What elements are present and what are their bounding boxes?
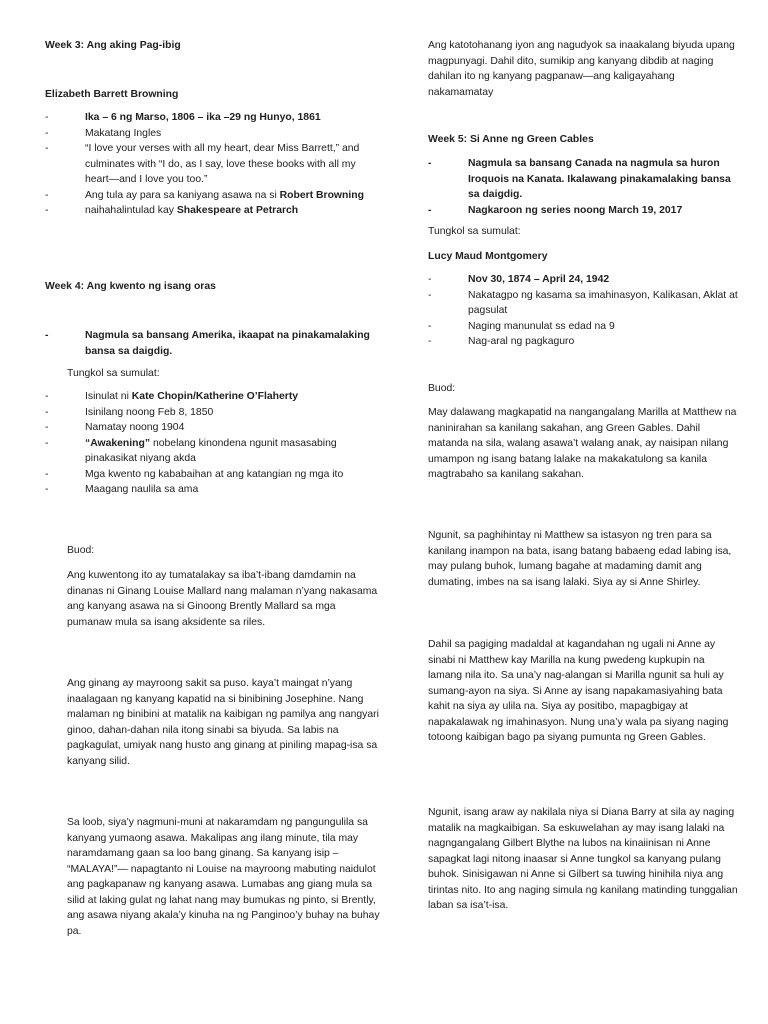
list-item: - Nagkaroon ng series noong March 19, 2017 (428, 203, 738, 219)
list-item (45, 389, 380, 405)
list-item (45, 405, 380, 421)
list-item-text: Nov 30, 1874 – April 24, 1942 (468, 274, 610, 285)
list-item-text: Robert Browning (279, 189, 364, 201)
tungkol-label: Tungkol sa sumulat: (428, 226, 521, 237)
list-item (45, 203, 380, 219)
list-item (45, 420, 380, 436)
list-item-text: Naging manunulat ss edad na 9 (468, 320, 615, 332)
summary-paragraph: Dahil sa pagiging madaldal at kagandahan ng ugali ni Anne ay sinabi ni Matthew kay Marilla na kung pwedeng kupkupin na lamang nila ito. Sa una’y nag-alangan si Marilla ngunit sa huli ay sumang-ayon na siya. Si Anne ay isang napakamasiyahing bata kahit na siya ay ulila na. Siya ay positibo, mapagbigay at napakalawak ng imahinasyon. Nung una’y wala pa siyang naging totoong kaibigan bago pa siyang pumunta ng Green Gables. (428, 639, 729, 743)
week5-title: Week 5: Si Anne ng Green Cables (428, 134, 594, 145)
list-item-text: Isinilang noong Feb 8, 1850 (85, 406, 214, 418)
list-item-text: Nag-aral ng pagkaguro (468, 336, 575, 347)
list-item: - Nagmula sa bansang Canada na nagmula sa huron Iroquois na Kanata. Ikalawang pinakamalaking bansa sa daigdig. (428, 156, 738, 203)
author-name: Lucy Maud Montgomery (428, 251, 548, 262)
list-item: - Nagmula sa bansang Amerika, ikaapat na pinakamalaking bansa sa daigdig. (45, 328, 380, 359)
list-item-text: Kate Chopin/Katherine O’Flaherty (131, 391, 299, 402)
list-item (45, 482, 380, 498)
list-item (428, 288, 738, 319)
list-item (45, 110, 380, 126)
summary-paragraph: Ngunit, sa paghihintay ni Matthew sa istasyon ng tren para sa kanilang inampon na bata, isang batang babaeng edad labing isa, may pulang buhok, lumang bagahe at madaming damit ang dumating, imbes na sa isang lalaki. Siya ay si Anne Shirley. (428, 530, 732, 588)
list-item-text: Shakespeare at Petrarch (176, 205, 299, 216)
summary-paragraph: Ang kuwentong ito ay tumatalakay sa iba’t-ibang damdamin na dinanas ni Ginang Louise Mallard nang malaman n’yang nakasama ang kanyang asawa na si Ginoong Brently Mallard sa mga pumanaw mula sa isang aksidente sa riles. (67, 570, 378, 628)
week3-title: Week 3: Ang aking Pag-ibig (45, 40, 181, 51)
list-item-text: Nakatagpo ng kasama sa imahinasyon, Kalikasan, Aklat at pagsulat (468, 289, 738, 316)
list-item (45, 467, 380, 483)
list-item (45, 141, 380, 188)
list-item-text: Ang tula ay para sa kaniyang asawa na si (85, 189, 280, 201)
list-item-text: nobelang kinondena ngunit masasabing pinakasikat niyang akda (85, 437, 337, 464)
week5-list (428, 156, 738, 218)
summary-paragraph: Ngunit, isang araw ay nakilala niya si Diana Barry at sila ay naging matalik na magkaibigan. Sa eskuwelahan ay may isang lalaki na nagngangalang Gilbert Blythe na lubos na kinaiinisan ni Anne sapagkat lagi nitong inaasar si Anne tungkol sa kanyang pulang buhok. Sinisigawan ni Anne si Gilbert sa tuwing hinihila niya ang tirintas nito. Ito ang naging simula ng kanilang matinding tunggalian laban sa isa’t-isa. (428, 807, 738, 911)
list-item (45, 126, 380, 142)
list-item (428, 334, 738, 350)
summary-paragraph: Sa loob, siya’y nagmuni-muni at nakaramdam ng pangungulila sa kanyang yumaong asawa. Makalipas ang ilang minute, tila may naramdamang gaan sa loo bang ginang. Sa kanyang isip – “MALAYA!”— napagtanto ni Louise na mayroong mabuting naidulot ang pagkapanaw ng kanyang asawa. Lumabas ang giang mula sa silid at laking gulat ng lahat nang may bumukas ng pinto, si Brently, ang asawa niyang akala’y kinuha na ng Panginoo’y buhay na buhay pa. (67, 817, 380, 937)
tungkol-label: Tungkol sa sumulat: (67, 368, 160, 379)
week4-origin-list (45, 328, 380, 359)
list-item (428, 319, 738, 335)
list-item-text: “I love your verses with all my heart, dear Miss Barrett,” and culminates with “I do, as I say, love these books with all my heart—and I love you too.” (85, 143, 360, 185)
week3-list (45, 110, 380, 219)
continuation-paragraph: Ang katotohanang iyon ang nagudyok sa inaakalang biyuda upang magpunyagi. Dahil dito, sumikip ang kanyang dibdib at naging dahilan ito ng kanyang pagpanaw—ang kaligayahang nakamamatay (428, 40, 735, 98)
week4-title: Week 4: Ang kwento ng isang oras (45, 281, 216, 292)
author-list (428, 272, 738, 350)
author-name: Elizabeth Barrett Browning (45, 89, 179, 100)
list-item-text: Maagang naulila sa ama (85, 484, 199, 495)
list-item-text: Namatay noong 1904 (85, 422, 185, 433)
list-item-text: Ika – 6 ng Marso, 1806 – ika –29 ng Hunyo, 1861 (85, 112, 321, 123)
list-item (428, 272, 738, 288)
summary-paragraph: May dalawang magkapatid na nangangalang Marilla at Matthew na naninirahan sa kanilang sakahan, ang Green Gables. Dahil matanda na sila, walang asawa’t walang anak, ay naisipan nilang umampon ng isang batang lalake na makakatulong sa kanila magtrabaho sa kanilang sakahan. (428, 407, 737, 480)
list-item-text: Mga kwento ng kababaihan at ang katangian ng mga ito (85, 468, 344, 480)
list-item-text: Makatang Ingles (85, 127, 162, 139)
week4-author-list (45, 389, 380, 498)
list-item (45, 436, 380, 467)
list-item-text: “Awakening” (85, 437, 151, 449)
list-item (45, 188, 380, 204)
list-item-text: naihahalintulad kay (85, 205, 177, 216)
summary-paragraph: Ang ginang ay mayroong sakit sa puso. kaya’t maingat n’yang inaalagaan ng kanyang kapatid na si binibining Josephine. Nang malaman ng binibini at matalik na kaibigan ng pamilya ang nangyari ginoo, dahan-dahan nila itong sinabi sa biyuda. Sa labis na pagkagulat, umiyak nang husto ang ginang at piniling mapag-isa sa kanyang silid. (67, 678, 379, 767)
buod-label: Buod: (428, 383, 456, 394)
list-item-text: Isinulat ni (85, 391, 132, 402)
buod-label: Buod: (67, 545, 95, 556)
